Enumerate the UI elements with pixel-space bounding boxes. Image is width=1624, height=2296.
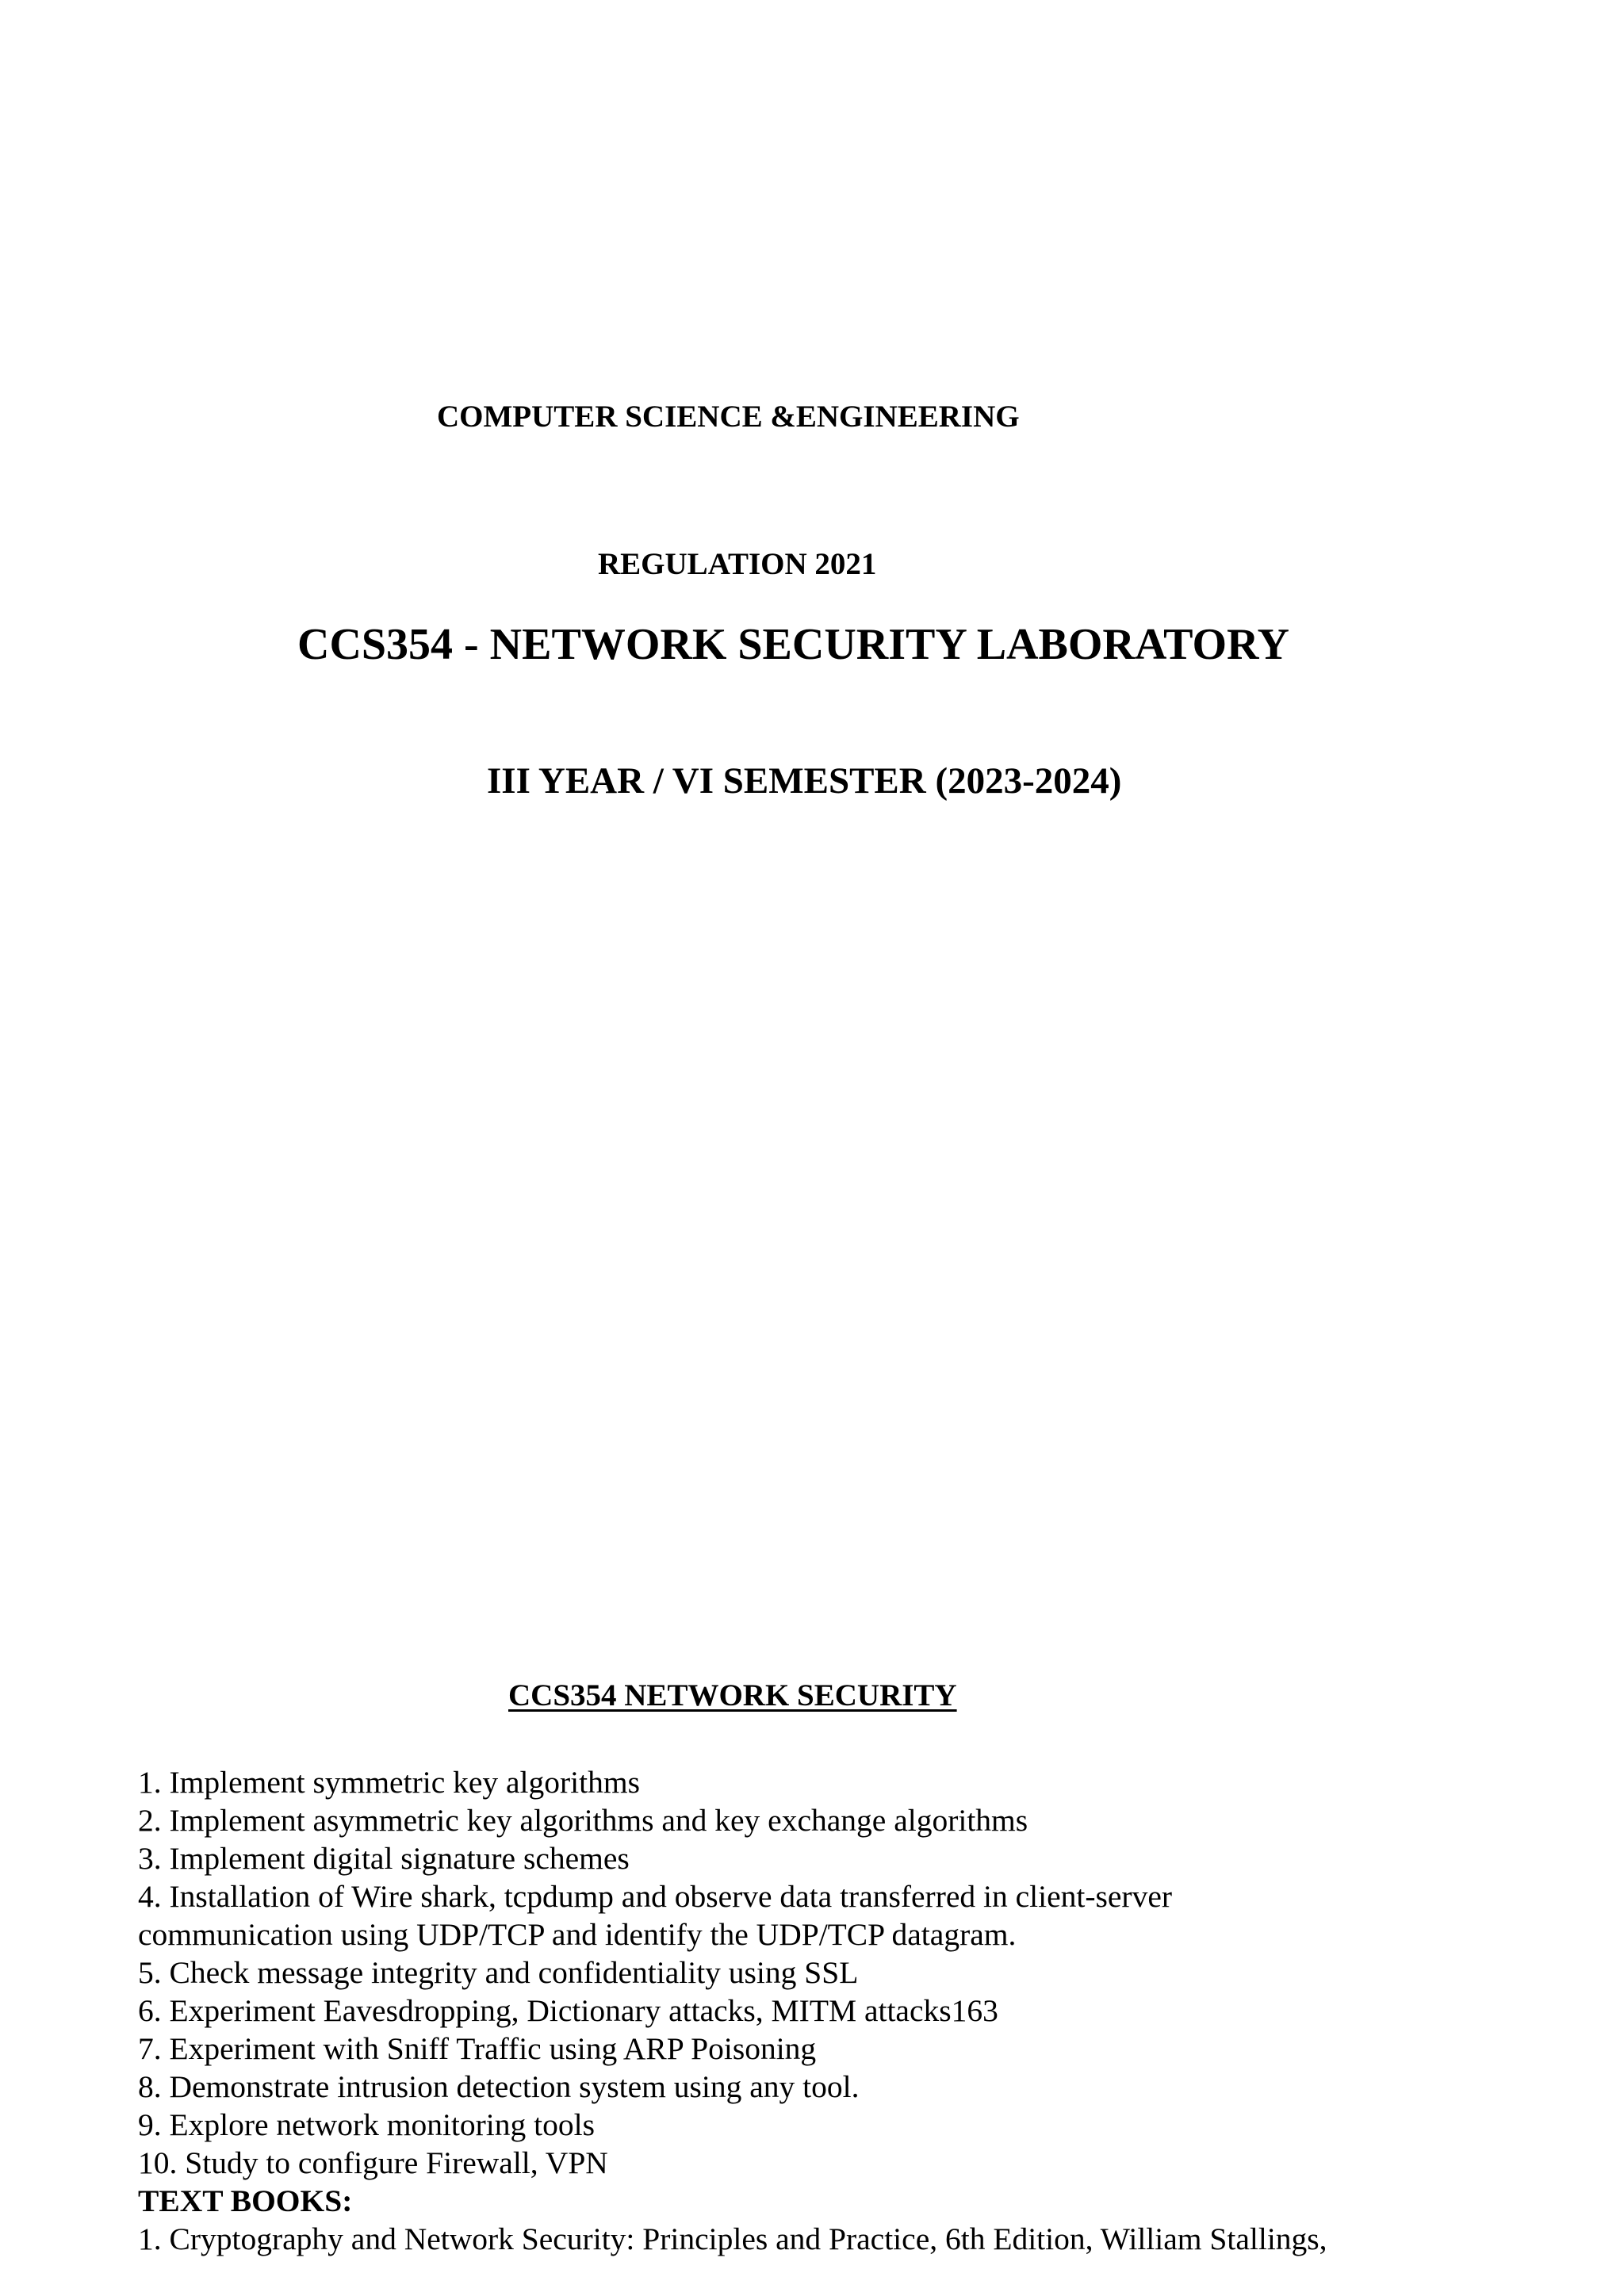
list-item: 7. Experiment with Sniff Traffic using ARP Poisoning: [138, 2031, 817, 2066]
textbooks-heading: TEXT BOOKS:: [138, 2183, 353, 2218]
department-heading: COMPUTER SCIENCE &ENGINEERING: [437, 400, 1020, 434]
textbook-item: 1. Cryptography and Network Security: Principles and Practice, 6th Edition, William Stallings,: [138, 2221, 1327, 2256]
list-item: 8. Demonstrate intrusion detection system using any tool.: [138, 2069, 860, 2104]
list-item: 10. Study to configure Firewall, VPN: [138, 2145, 608, 2180]
list-item: 4. Installation of Wire shark, tcpdump and observe data transferred in client-server: [138, 1879, 1173, 1914]
list-item: communication using UDP/TCP and identify the UDP/TCP datagram.: [138, 1917, 1017, 1952]
regulation-heading: REGULATION 2021: [598, 547, 877, 581]
list-item: 5. Check message integrity and confidentiality using SSL: [138, 1955, 859, 1990]
syllabus-heading: CCS354 NETWORK SECURITY: [508, 1678, 957, 1712]
list-item: 2. Implement asymmetric key algorithms and key exchange algorithms: [138, 1803, 1028, 1838]
list-item: 1. Implement symmetric key algorithms: [138, 1765, 640, 1800]
year-semester-heading: III YEAR / VI SEMESTER (2023-2024): [487, 760, 1122, 802]
list-item: 3. Implement digital signature schemes: [138, 1841, 630, 1876]
course-title: CCS354 - NETWORK SECURITY LABORATORY: [297, 620, 1289, 669]
experiment-list: [138, 1763, 1327, 2258]
list-item: 6. Experiment Eavesdropping, Dictionary attacks, MITM attacks163: [138, 1993, 998, 2028]
list-item: 9. Explore network monitoring tools: [138, 2107, 595, 2142]
